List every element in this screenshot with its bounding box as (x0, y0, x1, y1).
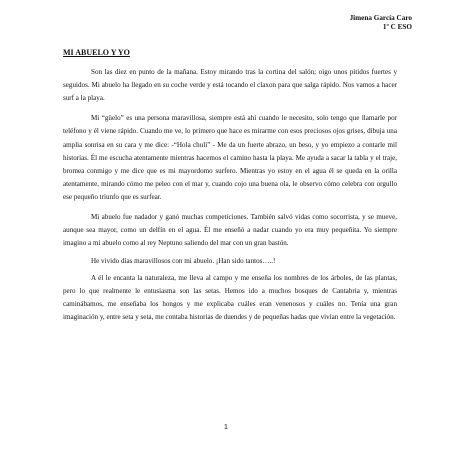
author-header (350, 14, 412, 32)
page-number: 1 (224, 424, 228, 431)
author-name: Jimena García Caro (349, 14, 412, 22)
course-label: 1º C ESO (382, 23, 412, 31)
paragraph-5: A él le encanta la naturaleza, me lleva al campo y me enseña los nombres de los árboles, de las plantas, pero lo que realmente le entusiasma son las setas. Hemos ido a muchos bosques de Cantabria y, mientras caminábamos, me enseñaba los hongos y me explicaba cuáles eran venenosos y cuáles no. Tenía una gran imaginación y, entre seta y seta, me contaba historias de duendes y de pequeñas hadas que vivían entre la vegetación. (63, 273, 397, 322)
paragraph-4: He vivido días maravillosos con mi abuelo. ¡Han sido tantos…..! (91, 256, 276, 265)
paragraph-1: Son las diez en punto de la mañana. Estoy mirando tras la cortina del salón; oigo unos pitidos fuertes y seguidos. Mi abuelo ha llegado en su coche verde y está tocando el claxon para que salga rápido. Nos vamos a hacer surf a la playa. (63, 68, 397, 103)
paragraph-3: Mi abuelo fue nadador y ganó muchas competiciones. También salvó vidas como socorrista, y se mueve, aunque sea mayor, como un delfín en el agua. Él me enseñó a nadar cuando yo era muy pequeñita. Yo siempre imagino a mi abuelo como al rey Neptuno saliendo del mar con un gran bastón. (63, 213, 397, 248)
paragraph-2: Mi “güelo” es una persona maravillosa, siempre está ahí cuando le necesito, solo tengo que llamarle por teléfono y él viene rápido. Cuando me ve, lo primero que hace es mirarme con esos preciosos ojos grises, dibuja una amplia sonrisa en su cara y me dice: -“Hola chuli” - Me da un fuerte abrazo, un beso, y yo empiezo a contarle mil historias. Él me escucha atentamente mientras hacemos el camino hasta la playa. Me ayuda a sacar la tabla y el traje, bromea conmigo y me dice que es mi mayordomo surfero. Mientras yo estoy en el agua él se queda en la orilla atentamente, mirando cómo me peleo con el mar y, cuando cojo una buena ola, le observo cómo celebra con orgullo ese pequeño triunfo que es surfear. (63, 114, 397, 202)
document-body (63, 66, 397, 331)
document-title: MI ABUELO Y YO (63, 48, 130, 57)
